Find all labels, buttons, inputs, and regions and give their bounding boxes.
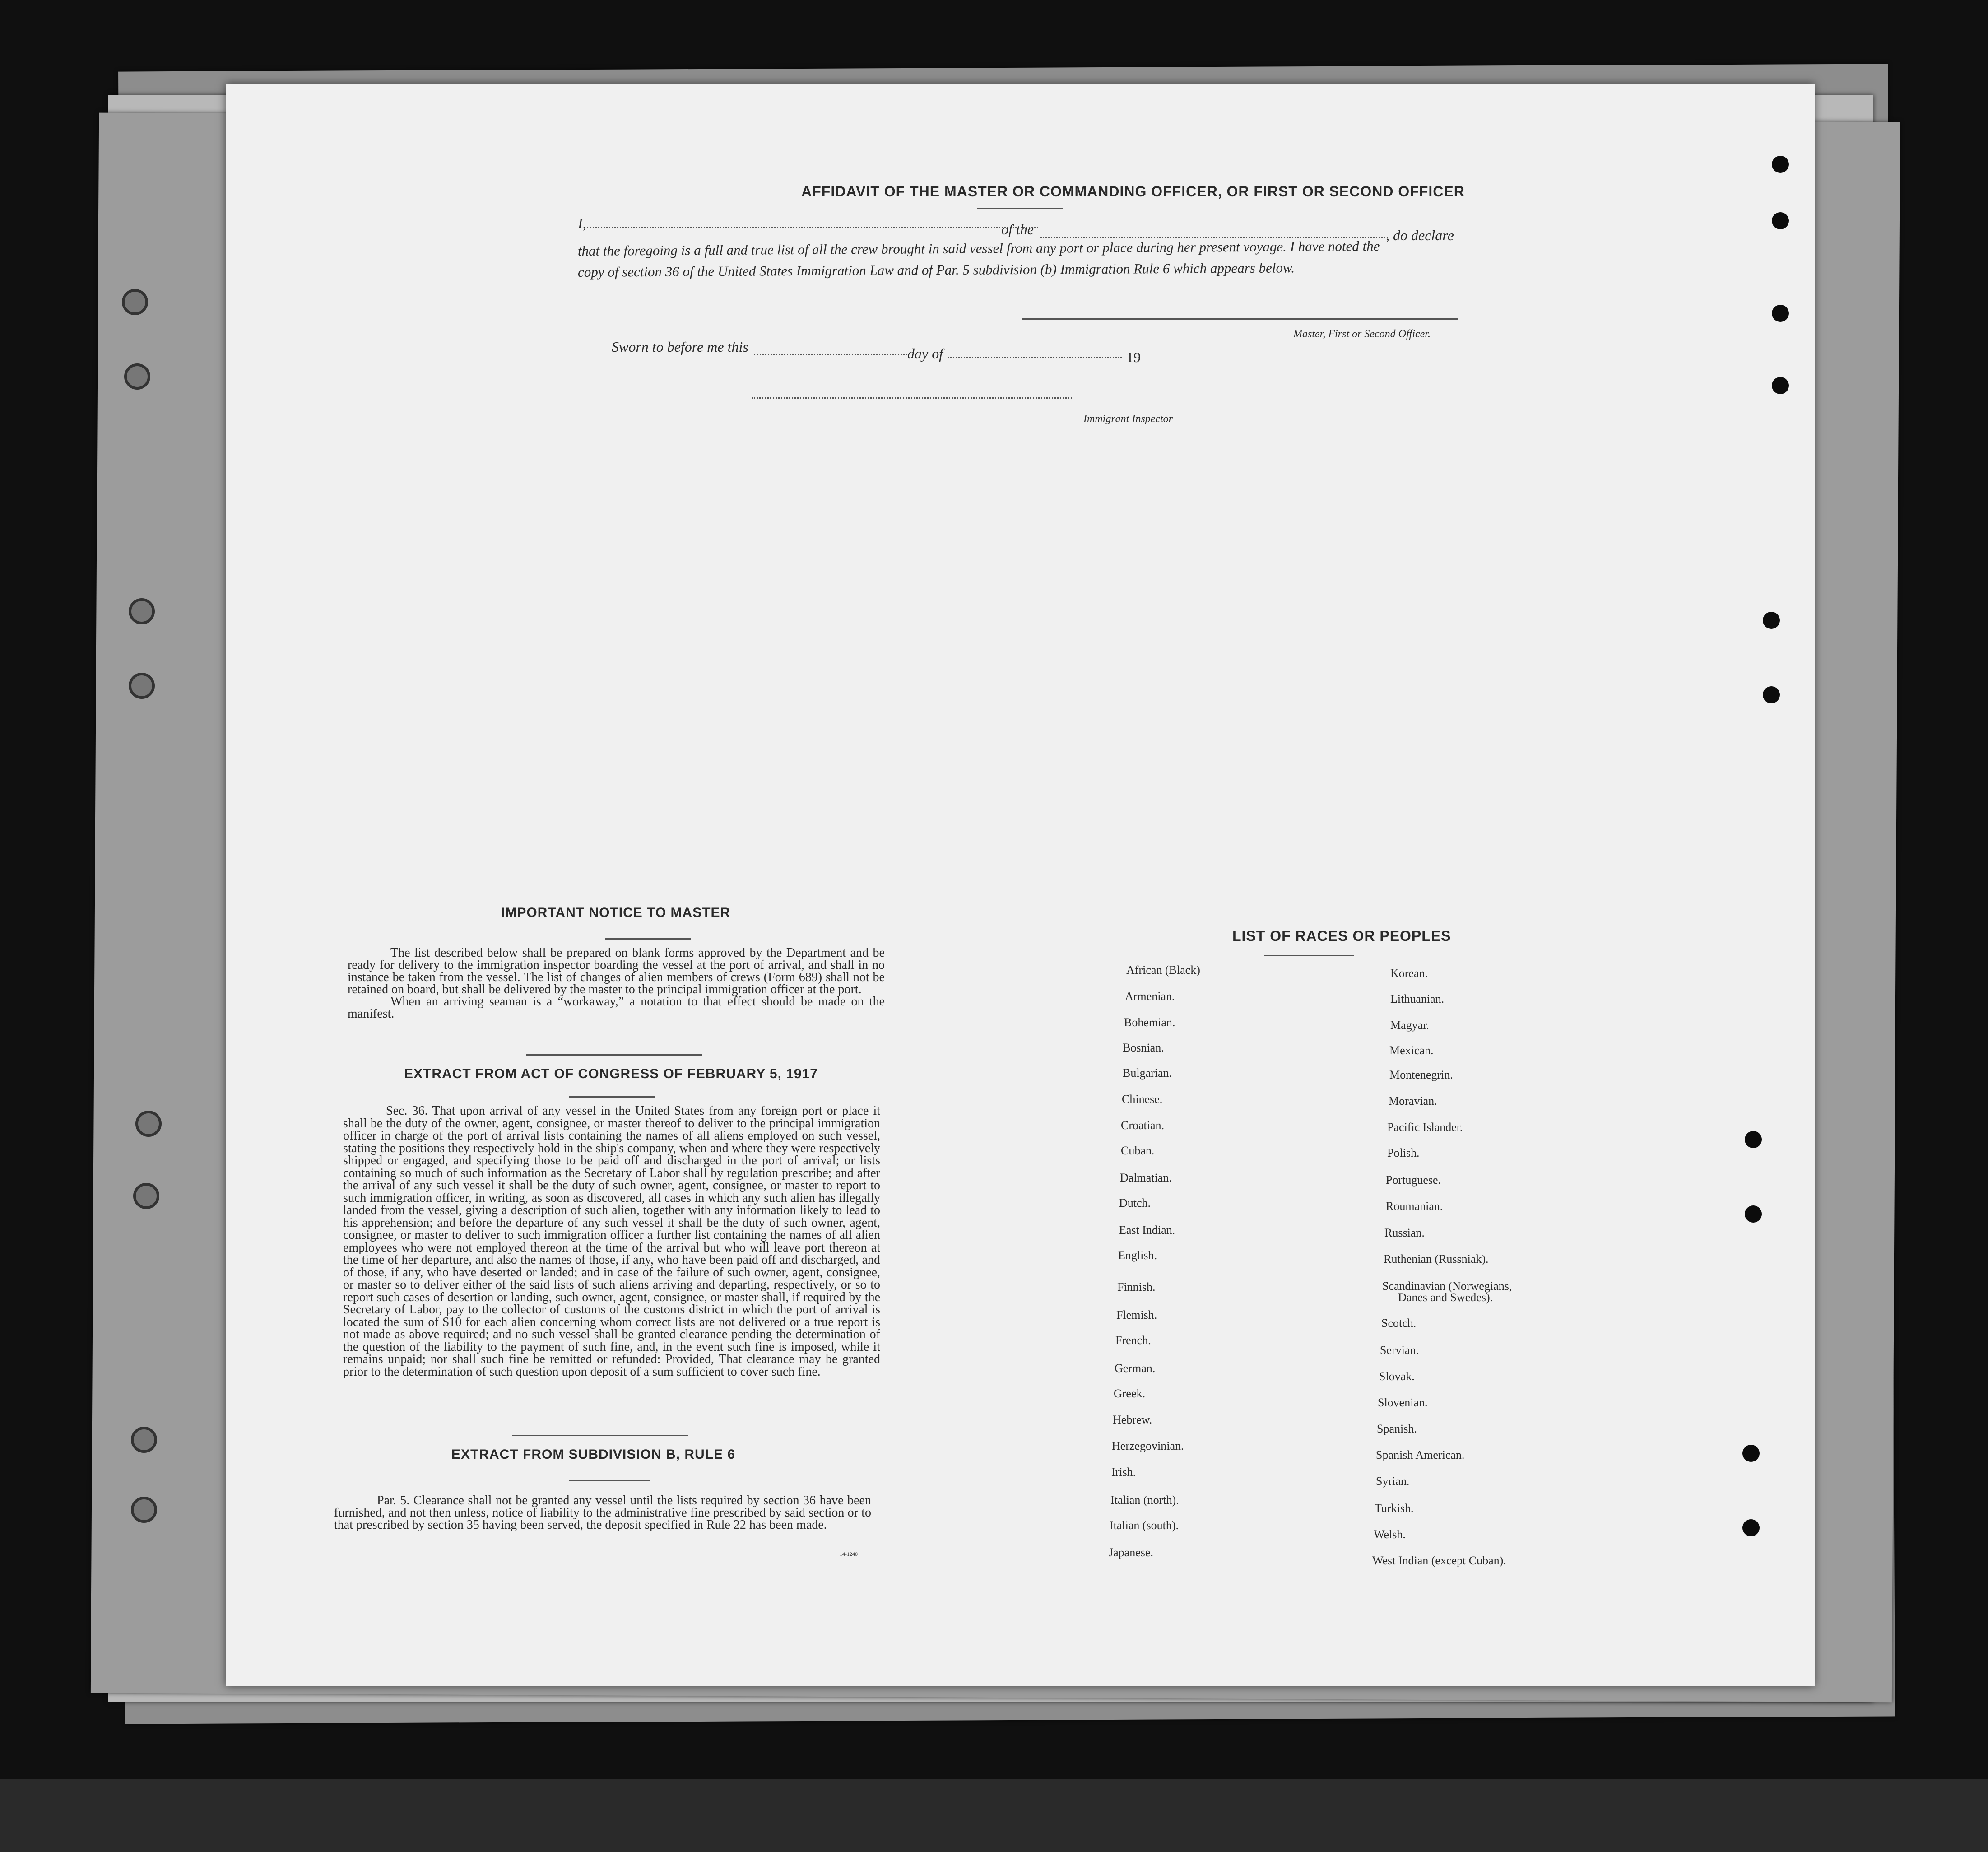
affidavit-i-label: I, (578, 215, 586, 232)
race-item: Moravian. (1389, 1094, 1437, 1107)
notice-text (348, 947, 885, 1020)
inspector-caption: Immigrant Inspector (1083, 413, 1173, 425)
race-item: Croatian. (1121, 1119, 1165, 1132)
master-signature-line[interactable] (1022, 318, 1458, 320)
section-divider (526, 1054, 702, 1056)
race-item: Greek. (1114, 1387, 1146, 1400)
punch-hole (1745, 1205, 1762, 1223)
race-item: Turkish. (1375, 1502, 1414, 1515)
race-item: French. (1115, 1334, 1151, 1347)
rule-paragraph: Par. 5. Clearance shall not be granted any vessel until the lists required by section 36 have been furnished, and not then unless, notice of liability to the administrative fine prescribed by said section or to that prescribed by section 35 having been served, the deposit specified in Rule 22 has been made. (334, 1494, 871, 1532)
punch-hole (1763, 686, 1780, 703)
punch-hole (1742, 1519, 1760, 1536)
master-signature-caption: Master, First or Second Officer. (1293, 328, 1431, 340)
race-item: Slovenian. (1378, 1396, 1428, 1409)
sworn-day-field[interactable] (754, 354, 907, 355)
notice-title: IMPORTANT NOTICE TO MASTER (501, 905, 731, 920)
race-item: Danes and Swedes). (1398, 1291, 1493, 1304)
race-item: Finnish. (1117, 1280, 1156, 1294)
form-number: 14-1240 (840, 1551, 858, 1557)
punch-hole (1772, 305, 1789, 322)
notice-paragraph-2: When an arriving seaman is a “workaway,” a notation to that effect should be made on the manifest. (348, 995, 885, 1021)
punch-hole (1772, 156, 1789, 173)
race-item: Bulgarian. (1123, 1066, 1172, 1080)
binder-hole (129, 598, 155, 624)
section-divider (569, 1096, 655, 1098)
day-of-label: day of (907, 345, 943, 362)
section-divider (569, 1480, 650, 1481)
race-item: Ruthenian (Russniak). (1384, 1252, 1489, 1266)
film-border (0, 1779, 1988, 1852)
section-36-paragraph: Sec. 36. That upon arrival of any vessel in the United States from any foreign port or place it shall be the duty of the owner, agent, consignee, or master thereof to deliver to the principal immigration officer in charge of the port of arrival lists containing the names of all aliens employed on such vessel, stating the positions they respectively hold in the ship's company, when and where they were respectively shipped or engaged, and specifying those to be paid off and discharged in the port of arrival; or lists containing so much of such information as the Secretary of Labor shall by regulation prescribe; and after the arrival of any such vessel it shall be the duty of such owner, agent, consignee, or master to report to such immigration officer, in writing, as soon as discovered, all cases in which any such alien has illegally landed from the vessel, giving a description of such alien, together with any information likely to lead to his apprehension; and before the departure of any such vessel it shall be the duty of such owner, agent, consignee, or master to deliver to such immigration officer a further list containing the names of all alien employees who were not employed thereon at the time of the arrival but who will leave port thereon at the time of her departure, and also the names of those, if any, who have been paid off and discharged, and of those, if any, who have deserted or landed; and in case of the failure of such owner, agent, consignee, or master so to deliver either of the said lists of such aliens arriving and departing, respectively, or so to report such cases of desertion or landing, such owner, agent, consignee, or master shall, if required by the Secretary of Labor, pay to the collector of customs of the customs district in which the port of arrival is located the sum of $10 for each alien concerning whom correct lists are not delivered or a true report is not made as above required; and no such vessel shall be granted clearance pending the determination of the question of the liability to the payment of such fine, and, in the event such fine is imposed, while it remains unpaid; nor shall such fine be remitted or refunded: Provided, That clearance may be granted prior to the determination of such question upon deposit of a sum sufficient to cover such fine. (343, 1104, 880, 1379)
rule-text (334, 1494, 871, 1531)
affidavit-title: AFFIDAVIT OF THE MASTER OR COMMANDING OFFICER, OR FIRST OR SECOND OFFICER (801, 183, 1465, 200)
race-item: Dutch. (1119, 1196, 1151, 1210)
punch-hole (1772, 377, 1789, 394)
affidavit-of-the-label: of the (1001, 221, 1034, 237)
race-item: Italian (south). (1110, 1519, 1179, 1532)
race-item: Montenegrin. (1389, 1068, 1453, 1081)
declarant-name-field[interactable] (587, 227, 1038, 228)
race-item: English. (1118, 1249, 1157, 1262)
race-item: Irish. (1111, 1466, 1136, 1479)
race-item: Korean. (1390, 967, 1428, 980)
race-item: Scandinavian (Norwegians, (1382, 1280, 1512, 1293)
manifest-page (226, 84, 1815, 1686)
race-item: Bosnian. (1123, 1041, 1164, 1054)
race-item: Russian. (1384, 1226, 1425, 1239)
race-item: Scotch. (1381, 1317, 1417, 1330)
race-item: Mexican. (1389, 1044, 1434, 1057)
race-item: Lithuanian. (1390, 992, 1445, 1005)
race-item: Flemish. (1116, 1308, 1157, 1322)
section-divider (512, 1435, 688, 1436)
binder-hole (133, 1183, 159, 1209)
race-item: Hebrew. (1113, 1413, 1152, 1426)
race-item: Syrian. (1376, 1475, 1410, 1488)
rule-extract-title: EXTRACT FROM SUBDIVISION B, RULE 6 (451, 1447, 736, 1462)
punch-hole (1763, 612, 1780, 629)
section-divider (605, 938, 691, 940)
race-item: Herzegovinian. (1112, 1439, 1184, 1452)
act-extract-title: EXTRACT FROM ACT OF CONGRESS OF FEBRUARY 5, 1917 (404, 1066, 818, 1081)
notice-paragraph-1: The list described below shall be prepared on blank forms approved by the Department and be ready for delivery to the immigration inspector boarding the vessel at the port of arrival, and shall in no instance be taken from the vessel. The list of changes of alien members of crews (Form 689) shall not be retained on board, but shall be delivered by the master to the principal immigration officer at the port. (348, 946, 885, 996)
race-item: East Indian. (1119, 1224, 1175, 1237)
affidavit-line-2: that the foregoing is a full and true list of all the crew brought in said vessel from any port or place during her present voyage. I have noted the (577, 238, 1380, 259)
race-item: Spanish American. (1376, 1448, 1465, 1461)
sworn-month-field[interactable] (948, 357, 1122, 358)
race-item: Magyar. (1390, 1019, 1429, 1032)
binder-hole (135, 1111, 162, 1137)
section-36-text (343, 1105, 880, 1378)
binder-hole (131, 1497, 157, 1523)
binder-hole (129, 673, 155, 699)
race-item: Chinese. (1122, 1093, 1163, 1106)
binder-hole (122, 289, 148, 315)
races-title: LIST OF RACES OR PEOPLES (1232, 928, 1451, 944)
race-item: German. (1115, 1362, 1156, 1375)
race-item: Slovak. (1379, 1370, 1415, 1383)
race-item: Spanish. (1377, 1422, 1417, 1435)
year-prefix: 19 (1126, 349, 1141, 365)
binder-hole (131, 1427, 157, 1453)
race-item: Italian (north). (1110, 1494, 1179, 1507)
title-divider (977, 208, 1063, 209)
race-item: Cuban. (1121, 1144, 1155, 1157)
affidavit-line-3: copy of section 36 of the United States Immigration Law and of Par. 5 subdivision (b) Immigration Rule 6 which appears below. (577, 260, 1295, 280)
punch-hole (1772, 212, 1789, 229)
race-item: Servian. (1380, 1344, 1419, 1357)
race-item: Roumanian. (1386, 1200, 1443, 1213)
sworn-label: Sworn to before me this (612, 339, 748, 355)
binder-hole (124, 363, 150, 390)
race-item: Polish. (1387, 1146, 1420, 1159)
punch-hole (1745, 1131, 1762, 1148)
race-item: Pacific Islander. (1387, 1121, 1463, 1134)
affidavit-declare-label: , do declare (1386, 227, 1454, 243)
punch-hole (1742, 1445, 1760, 1462)
race-item: Bohemian. (1124, 1016, 1175, 1029)
race-item: Japanese. (1109, 1546, 1153, 1559)
section-divider (1264, 955, 1354, 956)
race-item: Armenian. (1125, 990, 1175, 1003)
race-item: Dalmatian. (1120, 1171, 1172, 1184)
inspector-signature-line[interactable] (752, 397, 1072, 399)
race-item: West Indian (except Cuban). (1372, 1554, 1506, 1567)
race-item: Welsh. (1374, 1528, 1406, 1541)
race-item: Portuguese. (1386, 1173, 1441, 1187)
race-item: African (Black) (1126, 963, 1200, 977)
